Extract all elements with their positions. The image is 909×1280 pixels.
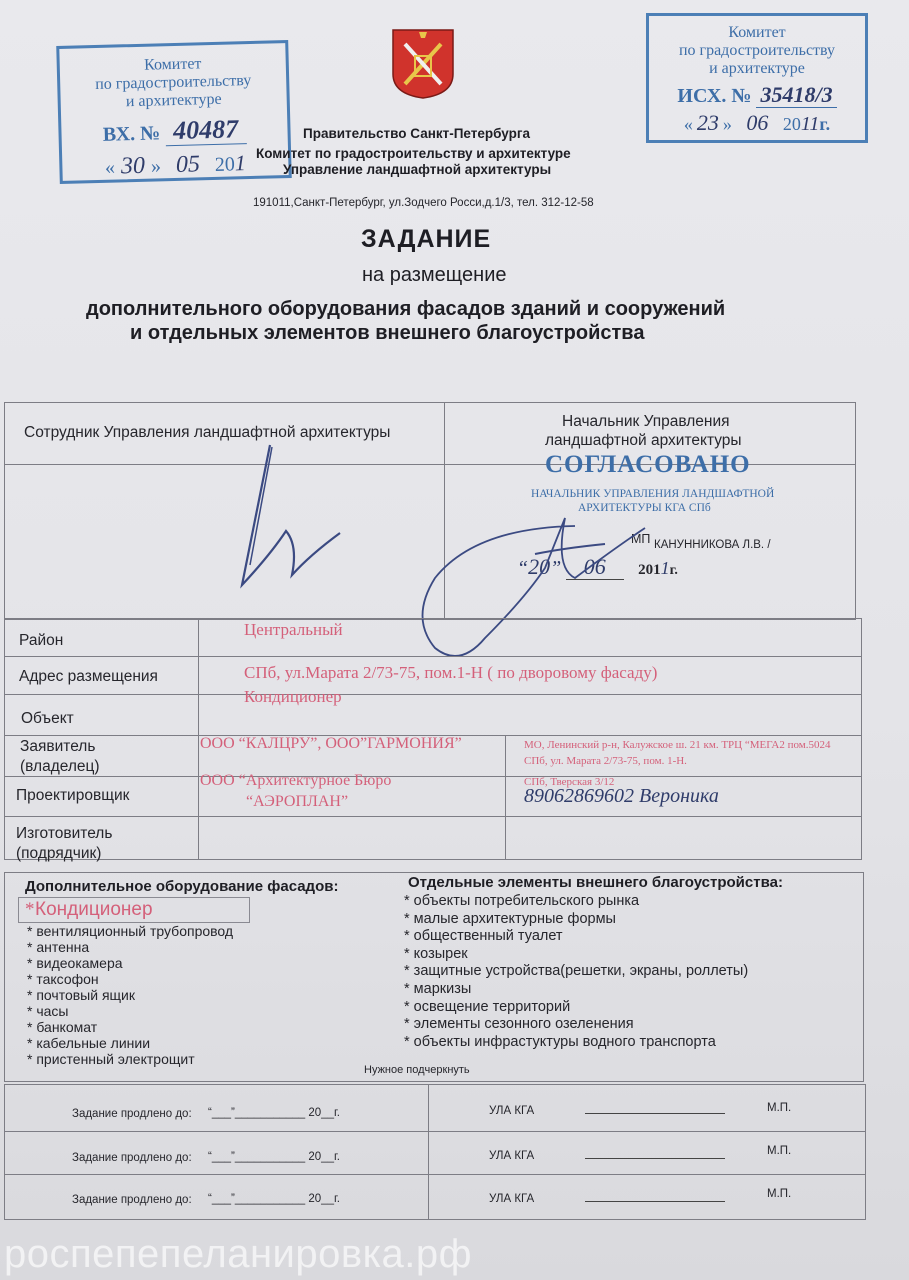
header-committee: Комитет по градостроительству и архитектуре [256, 146, 571, 161]
approval-right-header-l2: ландшафтной архитектуры [545, 432, 742, 449]
extension-row-1-ula: УЛА КГА [489, 1105, 535, 1117]
header-department: Управление ландшафтной архитектуры [283, 162, 552, 177]
approval-left-header: Сотрудник Управления ландшафтной архитектуры [24, 424, 391, 441]
document-title: ЗАДАНИЕ [361, 225, 492, 253]
list-item: * малые архитектурные формы [404, 910, 616, 927]
approval-right-header-l1: Начальник Управления [562, 413, 730, 430]
applicant-value: ООО “КАЛЦРУ”, ООО”ГАРМОНИЯ” [200, 735, 462, 752]
divider [4, 1131, 866, 1132]
address-value: СПб, ул.Марата 2/73-75, пом.1-Н ( по дворовому фасаду) [244, 663, 658, 682]
list-item: * маркизы [404, 980, 472, 997]
list-item: * банкомат [27, 1019, 98, 1035]
stamp-line: Комитет [143, 55, 202, 74]
maker-label-l2: (подрядчик) [16, 845, 102, 862]
extension-row-1-signature-line [585, 1113, 725, 1114]
address-label: Адрес размещения [19, 668, 158, 685]
approval-date-g: г. [669, 563, 678, 578]
object-label: Объект [21, 710, 74, 727]
extension-row-1-date: “___”___________ 20__г. [208, 1107, 340, 1119]
district-value: Центральный [244, 620, 343, 639]
incoming-date-year-prefix: 20 [214, 153, 236, 176]
incoming-date-day: 30 [120, 152, 146, 180]
outgoing-date-row: « 23 » 06 2011г. [683, 110, 831, 135]
designer-address: СПб, Тверская 3/12 [524, 776, 615, 788]
approval-mp: МП [631, 532, 651, 546]
list-item: * таксофон [27, 971, 99, 987]
outgoing-stamp [646, 13, 868, 143]
designer-phone: 89062869602 Вероника [524, 785, 719, 807]
approval-date-year: 201 [638, 562, 661, 578]
incoming-stamp [56, 40, 292, 184]
extension-row-3-mp: М.П. [767, 1188, 792, 1200]
incoming-date-year-suffix: 1 [234, 150, 247, 176]
stamp-line: и архитектуре [125, 90, 222, 111]
approval-name: КАНУННИКОВА Л.В. / [654, 539, 771, 551]
applicant-label-l1: Заявитель [20, 738, 96, 755]
equipment-right-list [404, 893, 748, 1051]
list-item: * элементы сезонного озеленения [404, 1016, 634, 1033]
list-item: * объекты потребительского рынка [404, 893, 640, 909]
watermark: роспепепеланировка.рф [4, 1232, 473, 1276]
applicant-address-l1: МО, Ленинский р-н, Калужское ш. 21 км. ТРЦ “МЕГА2 пом.5024 [524, 739, 831, 751]
maker-label-l1: Изготовитель [16, 825, 113, 842]
divider [4, 1174, 866, 1175]
equipment-right-title: Отдельные элементы внешнего благоустройства: [408, 874, 783, 891]
extension-row-2-ula: УЛА КГА [489, 1150, 535, 1162]
outgoing-date-day: 23 [696, 110, 719, 135]
stamp-line: Комитет [728, 24, 786, 41]
divider [428, 1084, 429, 1220]
extension-row-1-label: Задание продлено до: [72, 1108, 192, 1120]
outgoing-date-month: 06 [746, 110, 769, 135]
incoming-number-label: ВХ. № [102, 122, 161, 146]
designer-value-l2: “АЭРОПЛАН” [246, 793, 349, 810]
list-item: * объекты инфрастуктуры водного транспорта [404, 1033, 716, 1050]
extension-row-3-ula: УЛА КГА [489, 1193, 535, 1205]
approval-date-year-hw: 1 [660, 558, 670, 578]
incoming-number-row [61, 113, 288, 149]
approval-date-month: 06 [566, 554, 624, 580]
stamp-line: и архитектуре [709, 60, 805, 77]
underline-note: Нужное подчеркнуть [364, 1064, 470, 1076]
outgoing-date-year-suffix: 11 [800, 113, 820, 135]
divider [198, 618, 199, 860]
heading-line2: и отдельных элементов внешнего благоустройства [130, 322, 645, 344]
extension-row-3-date: “___”___________ 20__г. [208, 1193, 340, 1205]
extension-row-3-signature-line [585, 1201, 725, 1202]
incoming-date-month: 05 [175, 151, 201, 178]
designer-value-l1: ООО “Архитектурное Бюро [200, 772, 392, 789]
extension-row-2-date: “___”___________ 20__г. [208, 1151, 340, 1163]
extension-row-2-label: Задание продлено до: [72, 1152, 192, 1164]
outgoing-date-g: г. [819, 114, 831, 134]
coat-of-arms-icon [389, 28, 457, 100]
extension-row-2-mp: М.П. [767, 1145, 792, 1157]
equipment-left-list [27, 923, 233, 1067]
employee-signature [230, 435, 360, 600]
equipment-selected-box: * Кондиционер [18, 897, 250, 923]
applicant-label-l2: (владелец) [20, 758, 100, 775]
applicant-address-l2: СПб, ул. Марата 2/73-75, пом. 1-Н. [524, 755, 687, 767]
list-item: * вентиляционный трубопровод [27, 923, 234, 939]
object-value: Кондиционер [244, 687, 342, 706]
divider [4, 816, 862, 817]
extension-row-1-mp: М.П. [767, 1102, 792, 1114]
approval-stamp-line1: НАЧАЛЬНИК УПРАВЛЕНИЯ ЛАНДШАФТНОЙ [531, 488, 775, 500]
equipment-selected-item: Кондиционер [35, 899, 153, 920]
stamp-line: по градостроительству [678, 42, 836, 59]
district-label: Район [19, 632, 64, 649]
designer-label: Проектировщик [16, 787, 130, 804]
extension-row-3-label: Задание продлено до: [72, 1194, 192, 1206]
divider [4, 656, 862, 657]
divider [4, 694, 862, 695]
incoming-date-row: « 30 » 05 201 [104, 150, 247, 180]
divider [505, 735, 506, 860]
outgoing-number-row [649, 82, 865, 108]
equipment-left-title: Дополнительное оборудование фасадов: [25, 878, 339, 895]
outgoing-number: 35418/3 [756, 82, 836, 108]
list-item: * почтовый ящик [27, 987, 135, 1003]
list-item: * защитные устройства(решетки, экраны, роллеты) [404, 963, 749, 980]
list-item: * козырек [404, 945, 468, 962]
list-item: * освещение территорий [404, 998, 571, 1015]
incoming-number: 40487 [165, 114, 247, 146]
list-item: * кабельные линии [27, 1035, 151, 1051]
approval-stamp-line2: АРХИТЕКТУРЫ КГА СПб [578, 502, 711, 514]
header-address: 191011,Санкт-Петербург, ул.Зодчего Росси,д.1/3, тел. 312-12-58 [253, 197, 594, 209]
list-item: * антенна [27, 939, 90, 955]
list-item: * пристенный электрощит [27, 1051, 195, 1067]
list-item: * часы [27, 1003, 69, 1019]
approval-stamp-big: СОГЛАСОВАНО [545, 451, 751, 478]
list-item: * общественный туалет [404, 928, 563, 945]
document-subtitle: на размещение [362, 264, 507, 286]
stamp-line: по градостроительству [94, 71, 252, 94]
outgoing-number-label: ИСХ. № [677, 85, 752, 107]
list-item: * видеокамера [27, 955, 123, 971]
outgoing-date-year-prefix: 20 [782, 114, 801, 134]
divider [4, 776, 862, 777]
heading-line1: дополнительного оборудования фасадов зданий и сооружений [86, 298, 726, 320]
extension-row-2-signature-line [585, 1158, 725, 1159]
approval-date: “20” 06 2011г. [517, 554, 678, 579]
approval-date-day: 20 [528, 554, 551, 579]
header-government: Правительство Санкт-Петербурга [303, 126, 530, 141]
